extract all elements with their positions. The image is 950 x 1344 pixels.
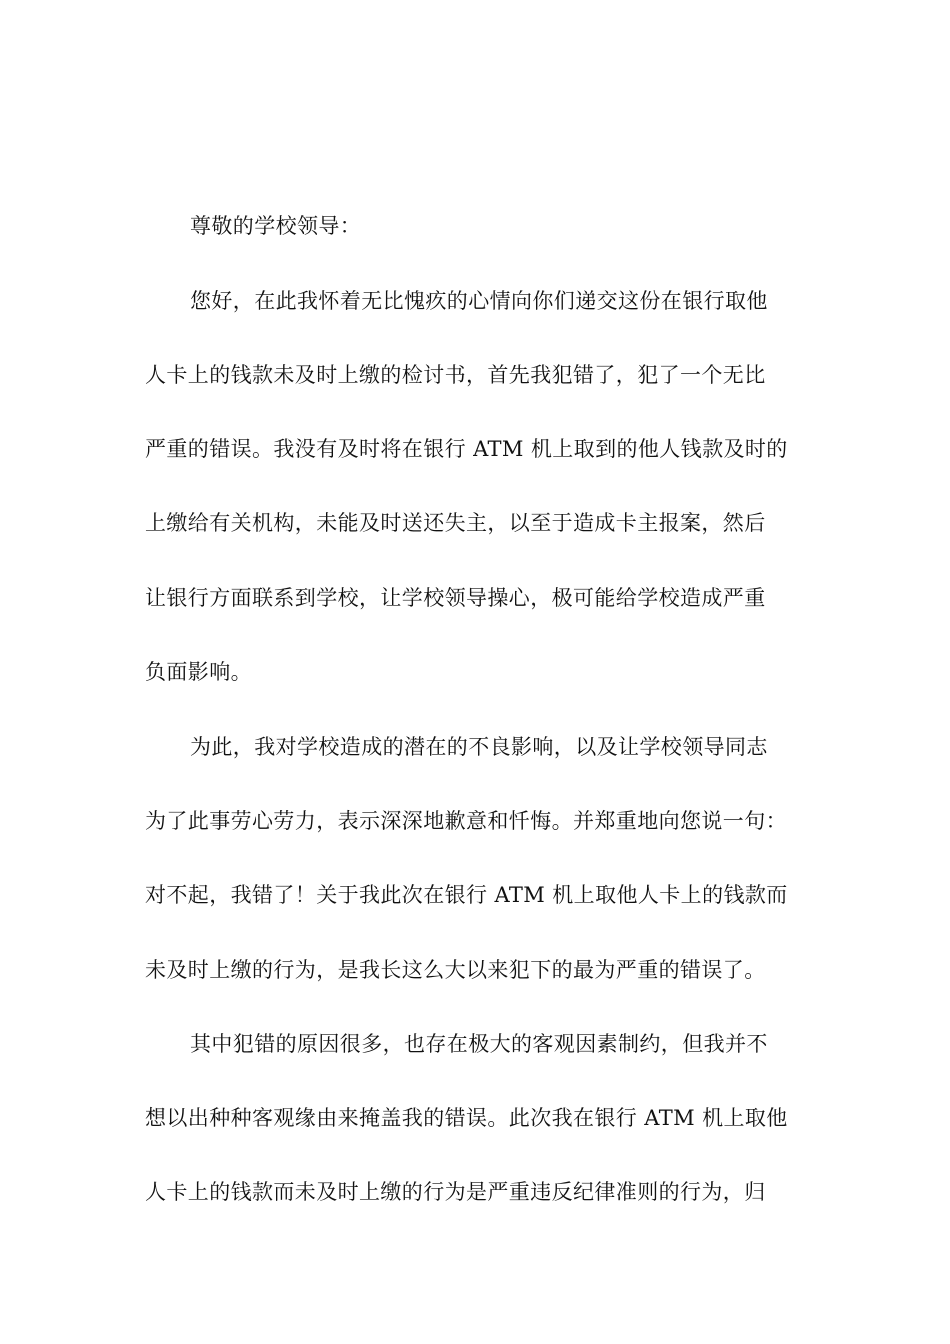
paragraph-line: 其中犯错的原因很多，也存在极大的客观因素制约，但我并不 — [190, 1032, 768, 1056]
paragraph-line: 负面影响。 — [145, 660, 252, 684]
paragraph-line: 您好，在此我怀着无比愧疚的心情向你们递交这份在银行取他 — [190, 289, 768, 313]
paragraph-line: 未及时上缴的行为，是我长这么大以来犯下的最为严重的错误了。 — [145, 958, 766, 982]
paragraph-line: 为此，我对学校造成的潜在的不良影响，以及让学校领导同志 — [190, 735, 768, 759]
paragraph-line: 想以出种种客观缘由来掩盖我的错误。此次我在银行 ATM 机上取他 — [145, 1106, 788, 1130]
paragraph-line: 让银行方面联系到学校，让学校领导操心，极可能给学校造成严重 — [145, 586, 766, 610]
paragraph-line: 严重的错误。我没有及时将在银行 ATM 机上取到的他人钱款及时的 — [145, 437, 788, 461]
paragraph-line: 上缴给有关机构，未能及时送还失主，以至于造成卡主报案，然后 — [145, 511, 766, 535]
paragraph-line: 人卡上的钱款而未及时上缴的行为是严重违反纪律准则的行为，归 — [145, 1180, 766, 1204]
salutation: 尊敬的学校领导： — [190, 214, 362, 238]
paragraph-line: 为了此事劳心劳力，表示深深地歉意和忏悔。并郑重地向您说一句： — [145, 809, 787, 833]
paragraph-line: 对不起，我错了！关于我此次在银行 ATM 机上取他人卡上的钱款而 — [145, 883, 788, 907]
paragraph-line: 人卡上的钱款未及时上缴的检讨书，首先我犯错了，犯了一个无比 — [145, 363, 766, 387]
